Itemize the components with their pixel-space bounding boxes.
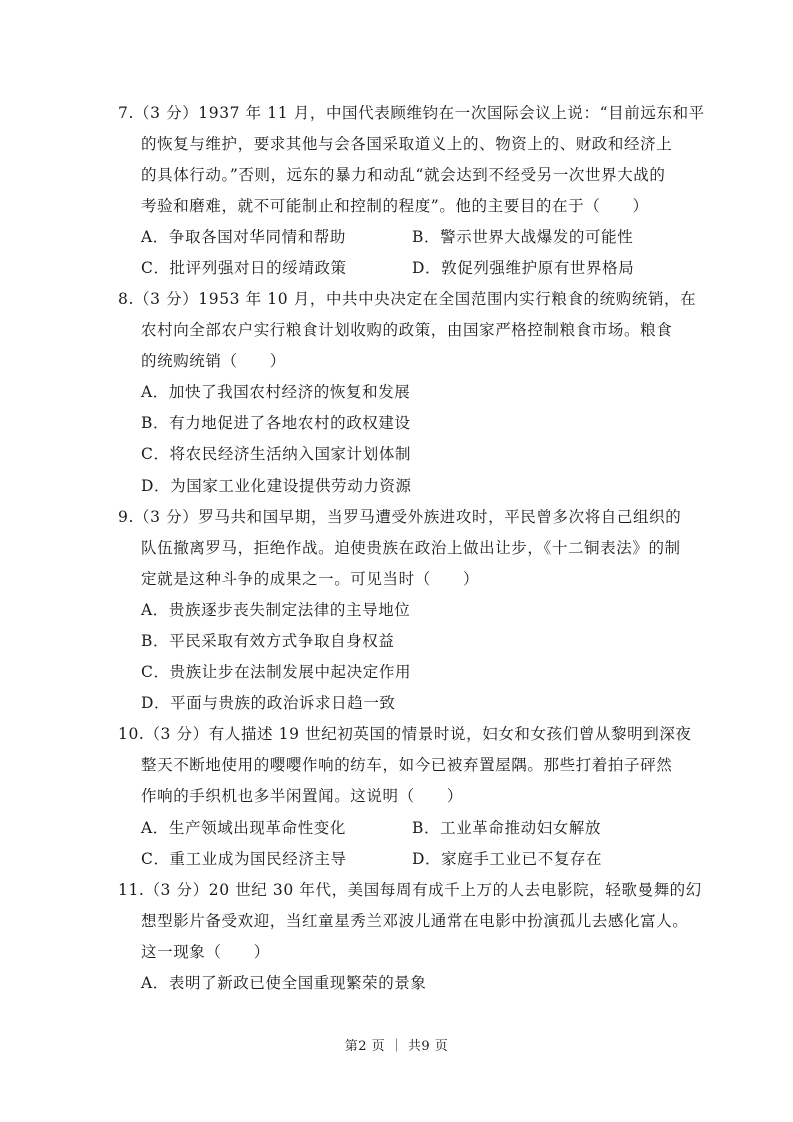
q7-stem-line-2: 的恢复与维护，要求其他与会各国采取道义上的、物资上的、财政和经济上 [141, 135, 673, 153]
q7-stem-line-1: 7.（3 分）1937 年 11 月，中国代表顾维钧在一次国际会议上说：“目前远东和平 [118, 104, 705, 122]
q7-option-d: D．敦促列强维护原有世界格局 [412, 259, 635, 277]
q8-option-d: D．为国家工业化建设提供劳动力资源 [141, 477, 412, 495]
q10-stem-line-3: 作响的手织机也多半闲置闻。这说明（ ） [141, 787, 464, 805]
q8-number: 8. [118, 290, 134, 308]
page-footer: 第2 页 ｜ 共9 页 [344, 1039, 449, 1054]
q7-stem-line-3: 的具体行动。”否则，远东的暴力和动乱“就会达到不经受另一次世界大战的 [141, 166, 666, 184]
q9-stem-line-1: 9.（3 分）罗马共和国早期，当罗马遭受外族进攻时，平民曾多次将自己组织的 [118, 508, 682, 526]
q8-stem-line-1: 8.（3 分）1953 年 10 月，中共中央决定在全国范围内实行粮食的统购统销，在 [118, 290, 697, 308]
q9-number: 9. [118, 508, 134, 526]
q8-option-a: A．加快了我国农村经济的恢复和发展 [141, 383, 411, 401]
q7-number: 7. [118, 104, 134, 122]
q11-stem-line-1: 11.（3 分）20 世纪 30 年代，美国每周有成千上万的人去电影院，轻歌曼舞的幻 [118, 881, 702, 899]
q11-number: 11. [118, 881, 145, 899]
q7-option-b: B．警示世界大战爆发的可能性 [412, 228, 634, 246]
q9-option-d: D．平面与贵族的政治诉求日趋一致 [141, 694, 396, 712]
q8-stem-line-2: 农村向全部农户实行粮食计划收购的政策，由国家严格控制粮食市场。粮食 [141, 321, 673, 339]
q10-option-b: B．工业革命推动妇女解放 [412, 819, 602, 837]
q10-option-c: C．重工业成为国民经济主导 [141, 850, 347, 868]
q11-stem-line-3: 这一现象（ ） [141, 943, 270, 961]
q10-number: 10. [118, 725, 145, 743]
q7-stem-line-4: 考验和磨难，就不可能制止和控制的程度”。他的主要目的在于（ ） [141, 197, 649, 215]
q9-stem-line-3: 定就是这种斗争的成果之一。可见当时（ ） [141, 570, 480, 588]
q8-option-c: C．将农民经济生活纳入国家计划体制 [141, 445, 412, 463]
q10-stem-line-1: 10.（3 分）有人描述 19 世纪初英国的情景时说，妇女和女孩们曾从黎明到深夜 [118, 725, 692, 743]
q8-stem-line-3: 的统购统销（ ） [141, 352, 286, 370]
q9-option-a: A．贵族逐步丧失制定法律的主导地位 [141, 601, 411, 619]
q9-stem-line-2: 队伍撤离罗马，拒绝作战。迫使贵族在政治上做出让步，《十二铜表法》的制 [141, 539, 681, 557]
q9-option-b: B．平民采取有效方式争取自身权益 [141, 632, 395, 650]
q7-option-c: C．批评列强对日的绥靖政策 [141, 259, 347, 277]
q7-option-a: A．争取各国对华同情和帮助 [141, 228, 346, 246]
q9-option-c: C．贵族让步在法制发展中起决定作用 [141, 663, 412, 681]
q10-option-a: A．生产领域出现革命性变化 [141, 819, 346, 837]
q11-option-a: A．表明了新政已使全国重现繁荣的景象 [141, 974, 427, 992]
q8-option-b: B．有力地促进了各地农村的政权建设 [141, 414, 411, 432]
q11-stem-line-2: 想型影片备受欢迎，当红童星秀兰邓波儿通常在电影中扮演孤儿去感化富人。 [141, 912, 689, 930]
q10-stem-line-2: 整天不断地使用的嘤嘤作响的纺车，如今已被弃置屋隅。那些打着拍子砰然 [141, 756, 673, 774]
q10-option-d: D．家庭手工业已不复存在 [412, 850, 603, 868]
